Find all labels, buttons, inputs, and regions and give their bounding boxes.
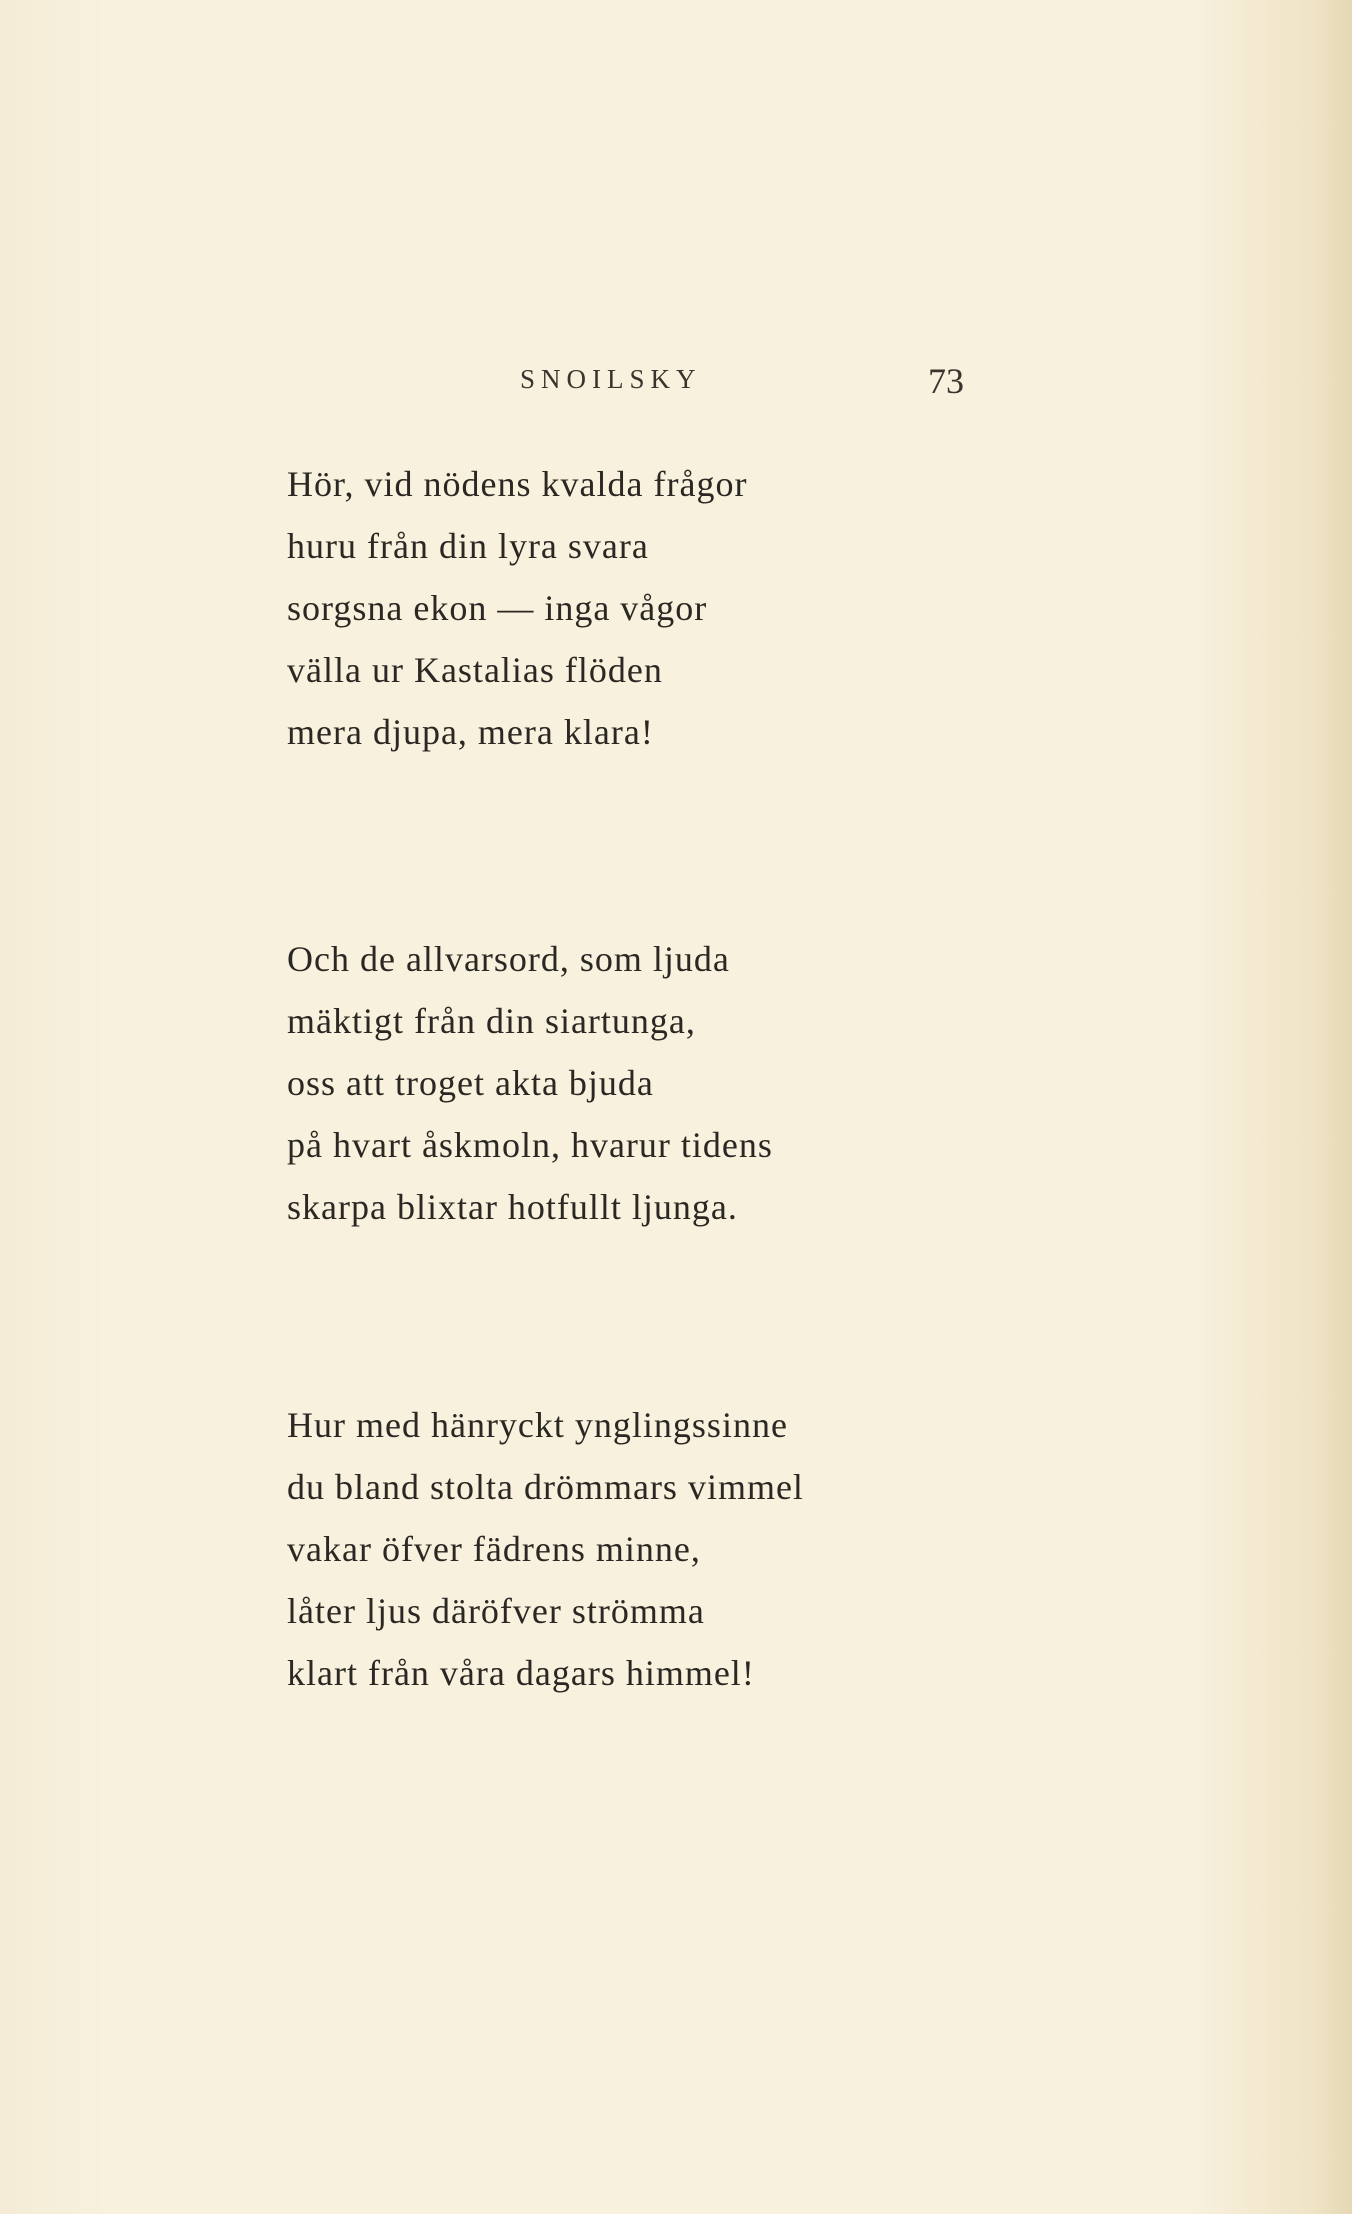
poem-line: Och de allvarsord, som ljuda: [287, 939, 730, 979]
poem-line: klart från våra dagars himmel!: [287, 1653, 755, 1693]
poem-line: på hvart åskmoln, hvarur tidens: [287, 1125, 773, 1165]
page-number: 73: [928, 361, 964, 401]
poem-line: huru från din lyra svara: [287, 526, 649, 566]
stanza-1: [287, 453, 747, 763]
poem-line: du bland stolta drömmars vimmel: [287, 1467, 804, 1507]
poem-line: oss att troget akta bjuda: [287, 1063, 654, 1103]
poem-line: mäktigt från din siartunga,: [287, 1001, 696, 1041]
poem-line: välla ur Kastalias flöden: [287, 650, 663, 690]
stanza-3: [287, 1394, 804, 1704]
poem-line: vakar öfver fädrens minne,: [287, 1529, 701, 1569]
page-header: [0, 361, 1352, 414]
poem-line: mera djupa, mera klara!: [287, 712, 654, 752]
stanza-2: [287, 928, 773, 1238]
poem-line: Hör, vid nödens kvalda frågor: [287, 464, 748, 504]
poem-line: låter ljus däröfver strömma: [287, 1591, 705, 1631]
poem-line: sorgsna ekon — inga vågor: [287, 588, 708, 628]
poem-line: Hur med hänryckt ynglingssinne: [287, 1405, 788, 1445]
poem-line: skarpa blixtar hotfullt ljunga.: [287, 1187, 738, 1227]
running-head: SNOILSKY: [520, 364, 702, 394]
